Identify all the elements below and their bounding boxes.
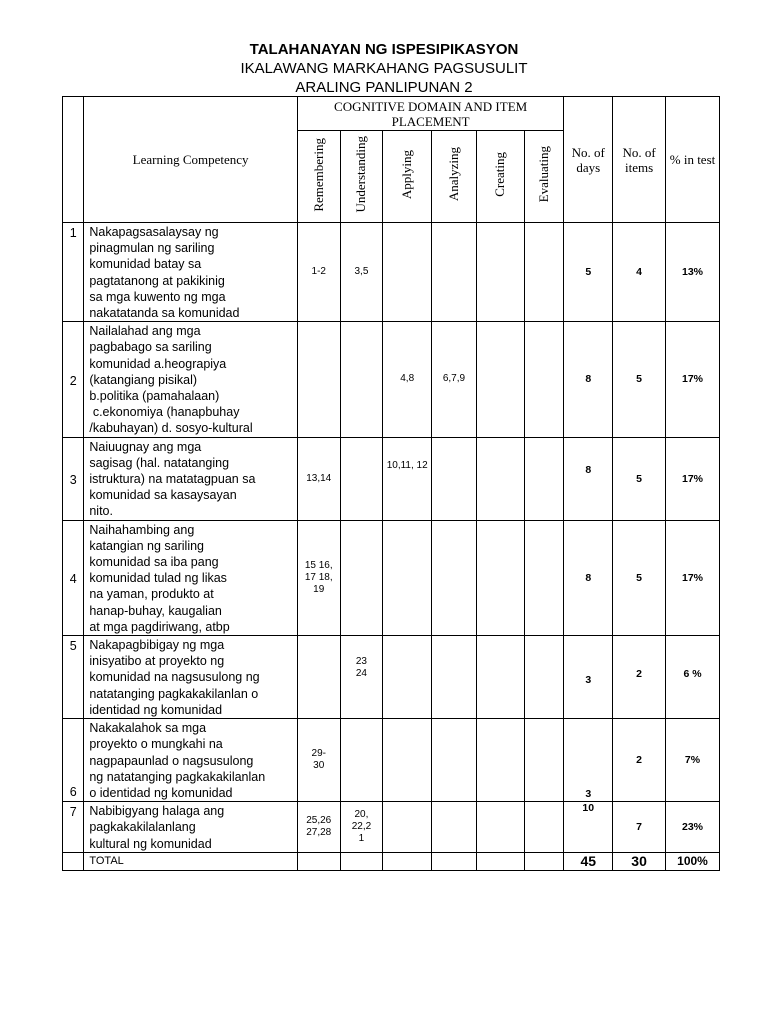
cell-percent: 17% xyxy=(666,322,720,437)
row-competency: Nakapagbibigay ng mga inisyatibo at proyekto ng komunidad na nagsusulong ng natatanging pagkakakilanlan o identidad ng komunidad xyxy=(84,636,298,719)
cell-analyzing xyxy=(432,223,477,322)
cell-creating xyxy=(476,322,524,437)
cell-percent: 17% xyxy=(666,520,720,635)
header-days: No. of days xyxy=(564,97,613,223)
row-competency: Naihahambing ang katangian ng sariling komunidad sa iba pang komunidad tulad ng likas na yaman, produkto at hanap-buhay, kaugalian at mga pagdiriwang, atbp xyxy=(84,520,298,635)
cell-applying xyxy=(383,636,432,719)
cell-items: 4 xyxy=(613,223,666,322)
header-analyzing: Analyzing xyxy=(432,131,477,223)
cell-analyzing xyxy=(432,802,477,853)
row-competency: Nakakalahok sa mga proyekto o mungkahi na nagpapaunlad o nagsusulong ng natatanging pagkakakilanlan o identidad ng komunidad xyxy=(84,719,298,802)
cell-evaluating xyxy=(524,719,564,802)
row-competency: Nailalahad ang mga pagbabago sa sariling komunidad a.heograpiya (katangiang pisikal) b.politika (pamahalaan) c.ekonomiya (hanapbuhay /kabuhayan) d. sosyo-kultural xyxy=(84,322,298,437)
header-cognitive-domain: COGNITIVE DOMAIN AND ITEM PLACEMENT xyxy=(297,97,563,131)
cell-remembering: 15 16, 17 18, 19 xyxy=(297,520,340,635)
header-percent: % in test xyxy=(666,97,720,223)
cell-items: 2 xyxy=(613,719,666,802)
table-row xyxy=(63,322,720,437)
total-creating xyxy=(476,852,524,870)
total-understanding xyxy=(340,852,383,870)
cell-creating xyxy=(476,636,524,719)
cell-understanding xyxy=(340,437,383,520)
header-number-blank xyxy=(63,97,84,223)
header-learning-competency: Learning Competency xyxy=(84,97,298,223)
header-creating: Creating xyxy=(476,131,524,223)
cell-items: 7 xyxy=(613,802,666,853)
cell-remembering: 13,14 xyxy=(297,437,340,520)
cell-analyzing: 6,7,9 xyxy=(432,322,477,437)
cell-percent: 6 % xyxy=(666,636,720,719)
table-row xyxy=(63,802,720,853)
document-subtitle-exam: IKALAWANG MARKAHANG PAGSUSULIT xyxy=(240,60,528,77)
total-number-blank xyxy=(63,852,84,870)
cell-analyzing xyxy=(432,520,477,635)
total-evaluating xyxy=(524,852,564,870)
document-title: TALAHANAYAN NG ISPESIPIKASYON xyxy=(249,41,519,58)
cell-items: 5 xyxy=(613,437,666,520)
cell-understanding xyxy=(340,719,383,802)
row-number: 7 xyxy=(63,802,84,853)
cell-days: 8 xyxy=(564,322,613,437)
cell-understanding xyxy=(340,322,383,437)
cell-days: 3 xyxy=(564,636,613,719)
cell-evaluating xyxy=(524,520,564,635)
row-number: 1 xyxy=(63,223,84,322)
cell-creating xyxy=(476,719,524,802)
row-number: 6 xyxy=(63,719,84,802)
cell-evaluating xyxy=(524,636,564,719)
cell-understanding: 23 24 xyxy=(340,636,383,719)
row-number: 2 xyxy=(63,322,84,437)
table-row xyxy=(63,636,720,719)
cell-items: 5 xyxy=(613,520,666,635)
cell-days: 3 xyxy=(564,719,613,802)
total-label: TOTAL xyxy=(84,852,298,870)
cell-days: 10 xyxy=(564,802,613,853)
row-competency: Naiuugnay ang mga sagisag (hal. natatanging istruktura) na matatagpuan sa komunidad sa kasaysayan nito. xyxy=(84,437,298,520)
cell-applying: 4,8 xyxy=(383,322,432,437)
document-header xyxy=(0,40,768,97)
cell-remembering: 25,26 27,28 xyxy=(297,802,340,853)
cell-understanding xyxy=(340,520,383,635)
total-percent: 100% xyxy=(666,852,720,870)
total-items: 30 xyxy=(613,852,666,870)
table-row xyxy=(63,437,720,520)
row-competency: Nabibigyang halaga ang pagkakakilalanlang kultural ng komunidad xyxy=(84,802,298,853)
cell-creating xyxy=(476,802,524,853)
cell-applying: 10,11, 12 xyxy=(383,437,432,520)
cell-analyzing xyxy=(432,636,477,719)
document-subtitle-subject: ARALING PANLIPUNAN 2 xyxy=(295,79,473,96)
cell-percent: 7% xyxy=(666,719,720,802)
cell-understanding: 3,5 xyxy=(340,223,383,322)
row-number: 5 xyxy=(63,636,84,719)
row-number: 4 xyxy=(63,520,84,635)
table-row xyxy=(63,223,720,322)
cell-applying xyxy=(383,520,432,635)
cell-creating xyxy=(476,520,524,635)
header-items: No. of items xyxy=(613,97,666,223)
total-remembering xyxy=(297,852,340,870)
cell-percent: 17% xyxy=(666,437,720,520)
row-competency: Nakapagsasalaysay ng pinagmulan ng sariling komunidad batay sa pagtatanong at pakikinig sa mga kuwento ng mga nakatatanda sa komunidad xyxy=(84,223,298,322)
cell-days: 5 xyxy=(564,223,613,322)
cell-evaluating xyxy=(524,223,564,322)
cell-creating xyxy=(476,223,524,322)
cell-percent: 13% xyxy=(666,223,720,322)
total-days: 45 xyxy=(564,852,613,870)
header-remembering: Remembering xyxy=(297,131,340,223)
cell-analyzing xyxy=(432,719,477,802)
total-applying xyxy=(383,852,432,870)
header-applying: Applying xyxy=(383,131,432,223)
specification-table xyxy=(62,96,720,871)
cell-remembering: 1-2 xyxy=(297,223,340,322)
cell-evaluating xyxy=(524,322,564,437)
cell-evaluating xyxy=(524,437,564,520)
cell-items: 2 xyxy=(613,636,666,719)
total-analyzing xyxy=(432,852,477,870)
cell-remembering xyxy=(297,636,340,719)
header-evaluating: Evaluating xyxy=(524,131,564,223)
total-row xyxy=(63,852,720,870)
cell-percent: 23% xyxy=(666,802,720,853)
table-row xyxy=(63,719,720,802)
cell-applying xyxy=(383,719,432,802)
cell-items: 5 xyxy=(613,322,666,437)
cell-understanding: 20, 22,2 1 xyxy=(340,802,383,853)
header-understanding: Understanding xyxy=(340,131,383,223)
cell-days: 8 xyxy=(564,437,613,520)
row-number: 3 xyxy=(63,437,84,520)
cell-evaluating xyxy=(524,802,564,853)
cell-creating xyxy=(476,437,524,520)
cell-days: 8 xyxy=(564,520,613,635)
table-row xyxy=(63,520,720,635)
cell-analyzing xyxy=(432,437,477,520)
cell-remembering: 29- 30 xyxy=(297,719,340,802)
cell-applying xyxy=(383,802,432,853)
cell-applying xyxy=(383,223,432,322)
cell-remembering xyxy=(297,322,340,437)
